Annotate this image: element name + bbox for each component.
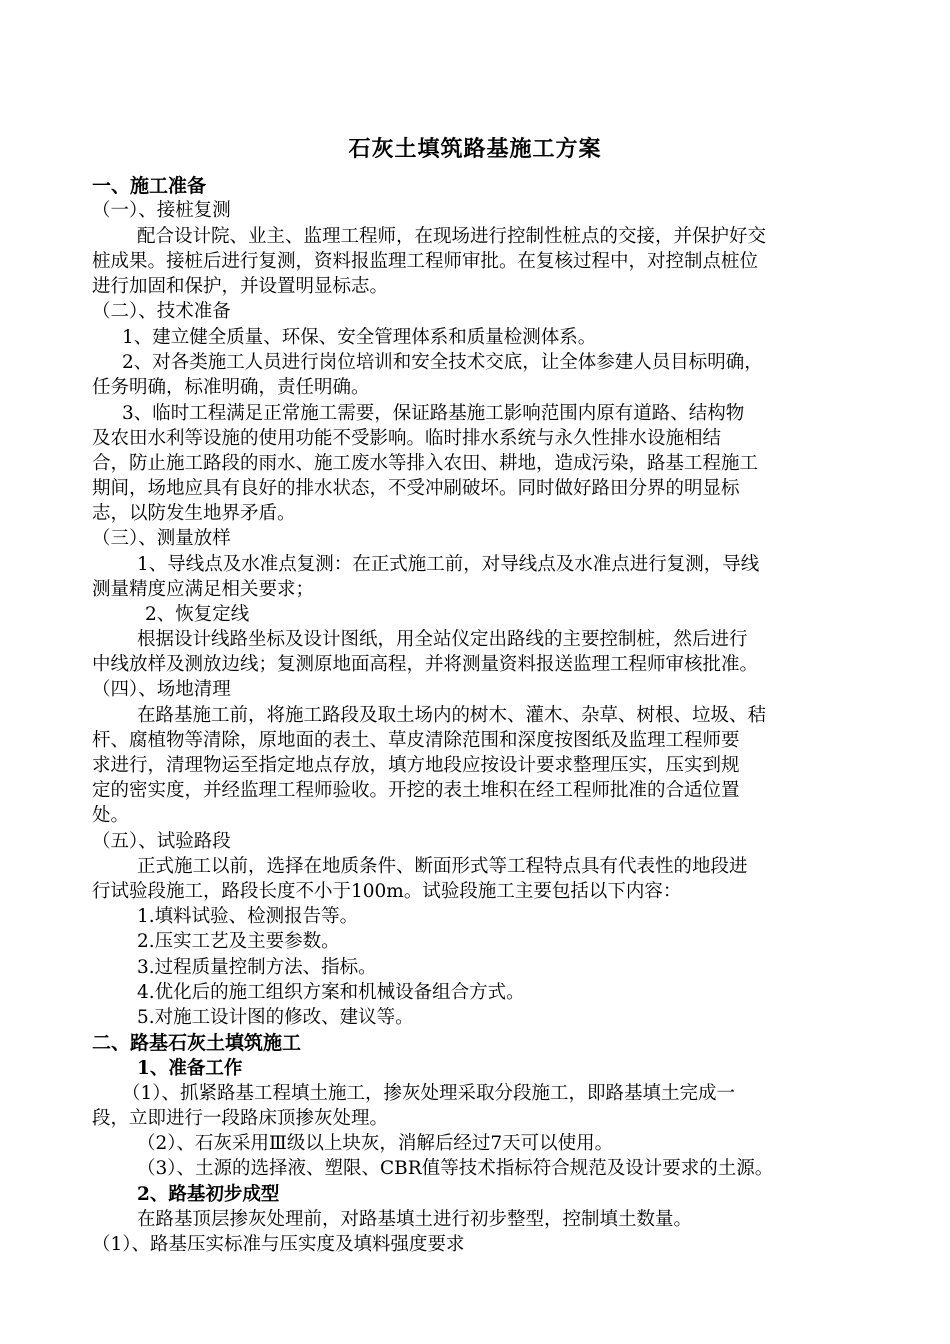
document-title: 石灰土填筑路基施工方案 <box>348 136 602 162</box>
subsection-heading: （三）、测量放样 <box>92 528 231 549</box>
paragraph-line: 在路基顶层掺灰处理前，对路基填土进行初步整型，控制填土数量。 <box>137 1209 693 1230</box>
paragraph-line: 根据设计线路坐标及设计图纸，用全站仪定出路线的主要控制桩，然后进行 <box>137 629 748 650</box>
subsection-heading: （一）、接桩复测 <box>92 200 231 221</box>
subsection-heading: （二）、技术准备 <box>92 301 231 322</box>
list-item: 5.对施工设计图的修改、建议等。 <box>137 1007 414 1028</box>
paragraph-line: 测量精度应满足相关要求； <box>92 579 315 600</box>
subsection-heading: 2、路基初步成型 <box>137 1184 280 1205</box>
subsection-heading: （四）、场地清理 <box>92 679 231 700</box>
paragraph-line: 杆、腐植物等清除，原地面的表土、草皮清除范围和深度按图纸及监理工程师要 <box>92 730 740 751</box>
paragraph-line: 任务明确，标准明确，责任明确。 <box>92 377 370 398</box>
list-item: 1.填料试验、检测报告等。 <box>137 906 359 927</box>
section-heading: 一、施工准备 <box>92 175 207 197</box>
list-item: 3.过程质量控制方法、指标。 <box>137 957 377 978</box>
paragraph-line: 进行加固和保护，并设置明显标志。 <box>92 276 389 297</box>
paragraph-line: 处。 <box>92 805 130 826</box>
paragraph-line: （1）、抓紧路基工程填土施工，掺灰处理采取分段施工，即路基填土完成一 <box>122 1083 736 1104</box>
paragraph-line: 2、恢复定线 <box>145 604 250 625</box>
paragraph-line: 定的密实度，并经监理工程师验收。开挖的表土堆积在经工程师批准的合适位置 <box>92 780 740 801</box>
list-item: 4.优化后的施工组织方案和机械设备组合方式。 <box>137 982 525 1003</box>
subsection-heading: （五）、试验路段 <box>92 831 231 852</box>
paragraph-line: 1、建立健全质量、环保、安全管理体系和质量检测体系。 <box>122 327 597 348</box>
list-item: 2.压实工艺及主要参数。 <box>137 931 340 952</box>
paragraph-line: （3）、土源的选择液、塑限、CBR值等技术指标符合规范及设计要求的土源。 <box>137 1158 774 1179</box>
paragraph-line: 志，以防发生地界矛盾。 <box>92 503 296 524</box>
paragraph-line: （1）、路基压实标准与压实度及填料强度要求 <box>92 1234 465 1255</box>
paragraph-line: （2）、石灰采用Ⅲ级以上块灰，消解后经过7天可以使用。 <box>137 1133 614 1154</box>
paragraph-line: 中线放样及测放边线；复测原地面高程，并将测量资料报送监理工程师审核批准。 <box>92 654 759 675</box>
paragraph-line: 段，立即进行一段路床顶掺灰处理。 <box>92 1108 389 1129</box>
paragraph-line: 2、对各类施工人员进行岗位培训和安全技术交底，让全体参建人员目标明确， <box>122 352 763 373</box>
paragraph-line: 及农田水利等设施的使用功能不受影响。临时排水系统与永久性排水设施相结 <box>92 428 722 449</box>
paragraph-line: 合，防止施工路段的雨水、施工废水等排入农田、耕地，造成污染，路基工程施工 <box>92 453 759 474</box>
paragraph-line: 正式施工以前，选择在地质条件、断面形式等工程特点具有代表性的地段进 <box>137 856 748 877</box>
paragraph-line: 桩成果。接桩后进行复测，资料报监理工程师审批。在复核过程中，对控制点桩位 <box>92 251 759 272</box>
paragraph-line: 期间，场地应具有良好的排水状态，不受冲刷破坏。同时做好路田分界的明显标 <box>92 478 740 499</box>
paragraph-line: 1、导线点及水准点复测：在正式施工前，对导线点及水准点进行复测，导线 <box>137 554 760 575</box>
paragraph-line: 求进行，清理物运至指定地点存放，填方地段应按设计要求整理压实，压实到规 <box>92 755 740 776</box>
paragraph-line: 配合设计院、业主、监理工程师，在现场进行控制性桩点的交接，并保护好交 <box>137 226 767 247</box>
paragraph-line: 3、临时工程满足正常施工需要，保证路基施工影响范围内原有道路、结构物 <box>122 403 745 424</box>
subsection-heading: 1、准备工作 <box>137 1058 243 1079</box>
section-heading: 二、路基石灰土填筑施工 <box>92 1032 302 1054</box>
paragraph-line: 在路基施工前，将施工路段及取土场内的树木、灌木、杂草、树根、垃圾、秸 <box>137 705 767 726</box>
paragraph-line: 行试验段施工，路段长度不小于100m。试验段施工主要包括以下内容： <box>92 881 682 902</box>
